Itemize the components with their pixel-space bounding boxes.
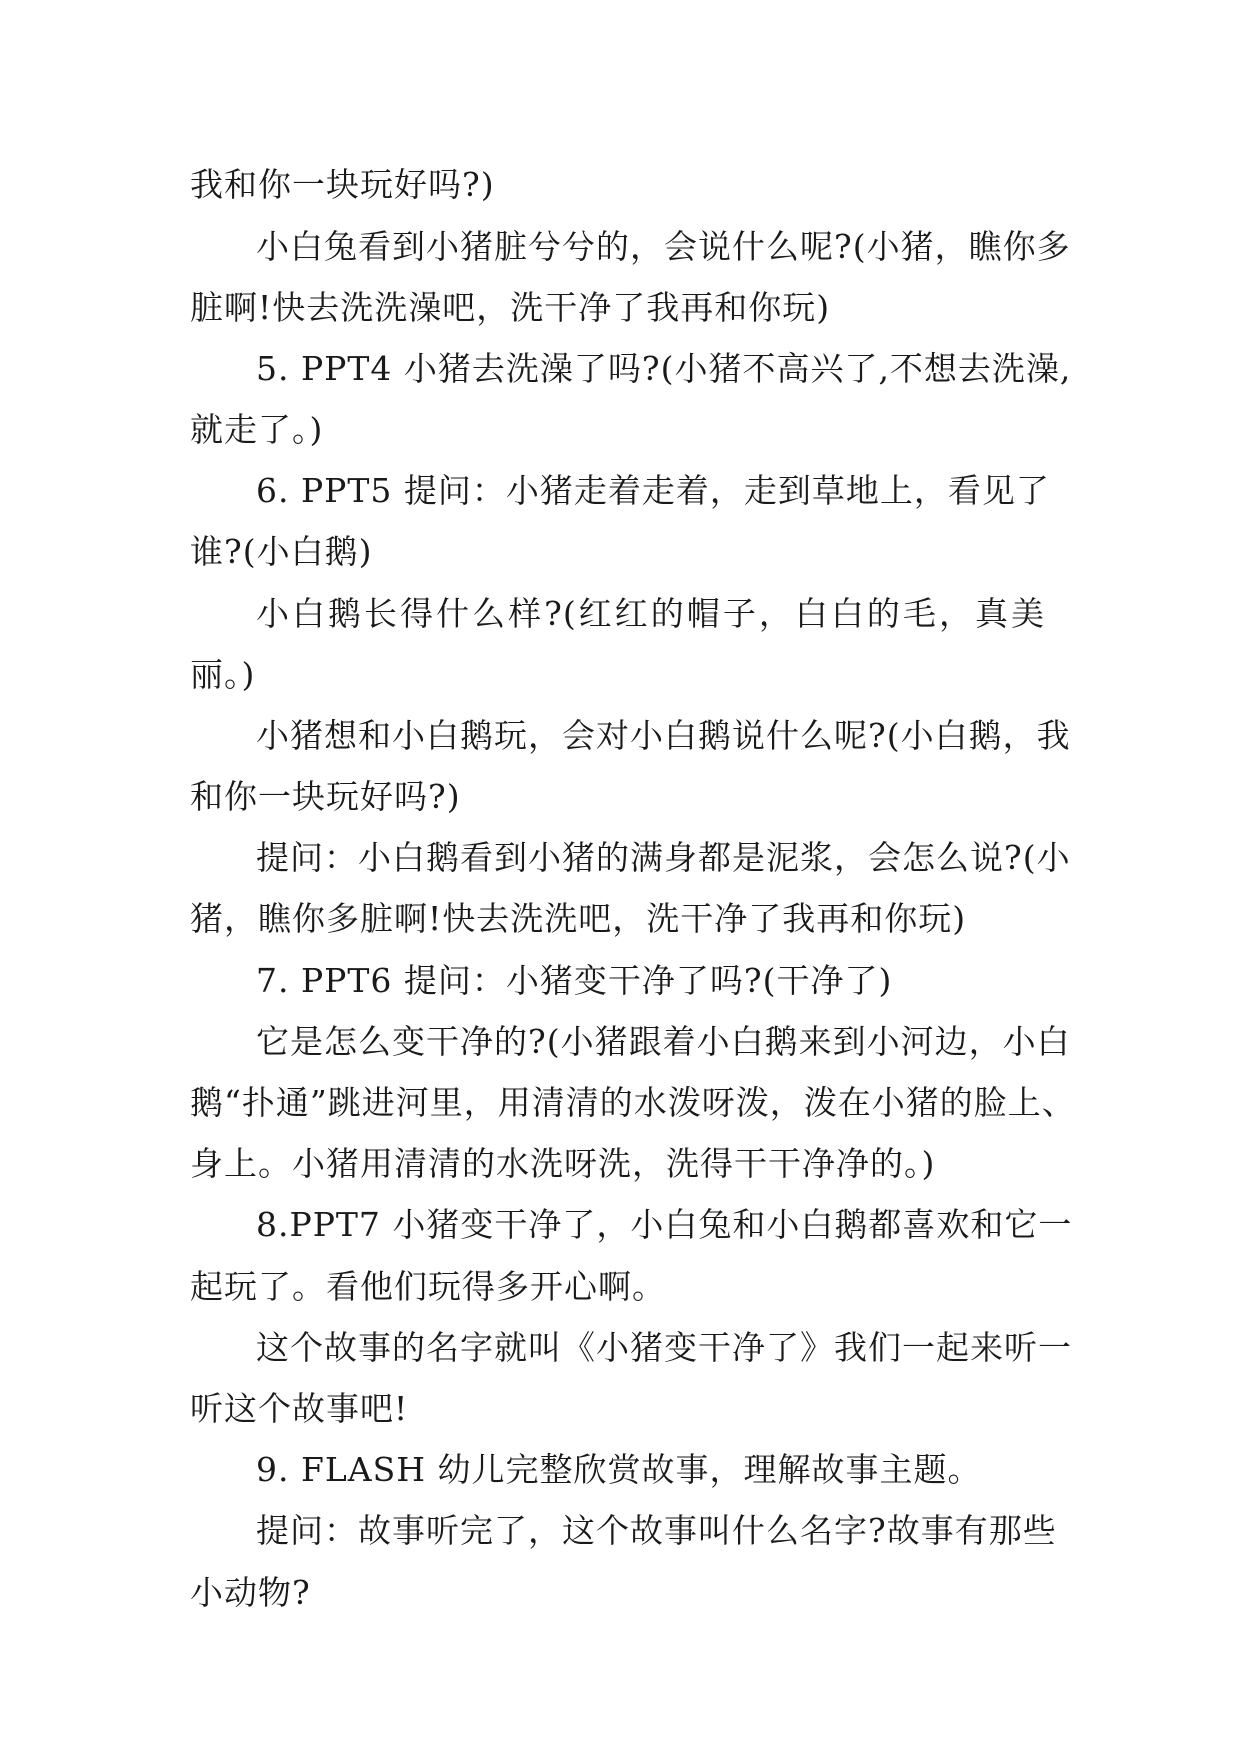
text-line: 9. FLASH 幼儿完整欣赏故事，理解故事主题。 [256,1450,982,1489]
text-line: 谁?(小白鹅) [190,532,373,571]
text-line: 7. PPT6 提问：小猪变干净了吗?(干净了) [256,961,893,1000]
text-line: 身上。小猪用清清的水洗呀洗，洗得干干净净的。) [190,1144,936,1183]
text-line: 小猪想和小白鹅玩，会对小白鹅说什么呢?(小白鹅，我 [256,716,1071,755]
text-line: 小动物? [190,1573,311,1612]
text-line: 我和你一块玩好吗?) [190,165,495,204]
text-line: 提问：小白鹅看到小猪的满身都是泥浆，会怎么说?(小 [256,838,1071,877]
text-line: 小白兔看到小猪脏兮兮的，会说什么呢?(小猪，瞧你多 [256,227,1071,266]
text-line: 提问：故事听完了，这个故事叫什么名字?故事有那些 [256,1511,1057,1550]
text-line: 猪，瞧你多脏啊!快去洗洗吧，洗干净了我再和你玩) [190,899,967,938]
text-line: 丽。) [190,655,256,694]
text-line: 鹅“扑通”跳进河里，用清清的水泼呀泼，泼在小猪的脸上、 [190,1083,1076,1122]
text-line: 起玩了。看他们玩得多开心啊。 [190,1267,666,1306]
text-line: 和你一块玩好吗?) [190,777,461,816]
text-line: 脏啊!快去洗洗澡吧，洗干净了我再和你玩) [190,288,831,327]
text-line: 小白鹅长得什么样?(红红的帽子，白白的毛，真美 [256,594,1045,633]
text-line: 它是怎么变干净的?(小猪跟着小白鹅来到小河边，小白 [256,1022,1071,1061]
text-line: 这个故事的名字就叫《小猪变干净了》我们一起来听一 [256,1328,1072,1367]
text-line: 5. PPT4 小猪去洗澡了吗?(小猪不高兴了,不想去洗澡, [256,349,1072,388]
text-line: 听这个故事吧! [190,1389,409,1428]
text-line: 6. PPT5 提问：小猪走着走着，走到草地上，看见了 [256,471,1050,510]
text-line: 8.PPT7 小猪变干净了，小白兔和小白鹅都喜欢和它一 [256,1205,1073,1244]
text-line: 就走了。) [190,410,324,449]
